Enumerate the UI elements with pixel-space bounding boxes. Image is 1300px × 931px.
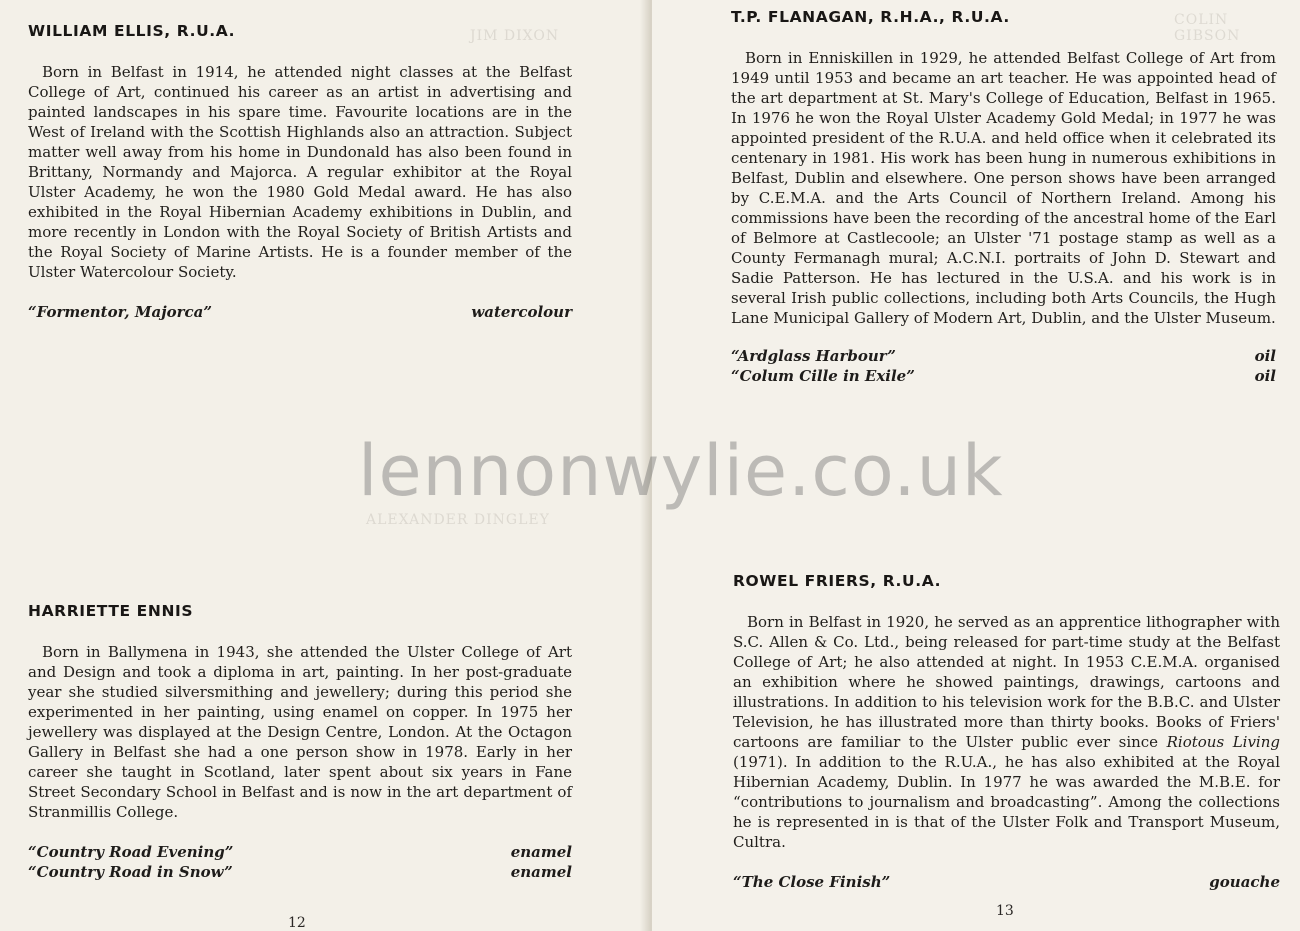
artist-bio: Born in Enniskillen in 1929, he attended Belfast College of Art from 1949 until 1953 and became an art teacher. He was appointed head of the art department at St. Mary's College of Education, Belfast in 1965. In 1976 he won the Royal Ulster Academy Gold Medal; in 1977 he was appointed president of the R.U.A. and held office when it celebrated its centenary in 1981. His work has been hung in numerous exhibitions in Belfast, Dublin and elsewhere. One person shows have been arranged by C.E.M.A. and the Arts Council of Northern Ireland. Among his commissions have been the recording of the ancestral home of the Earl of Belmore at Castlecoole; an Ulster '71 postage stamp as well as a County Fermanagh mural; A.C.N.I. portraits of John D. Stewart and Sadie Patterson. He has lectured in the U.S.A. and his work is in several Irish public collections, including both Arts Councils, the Hugh Lane Municipal Gallery of Modern Art, Dublin, and the Ulster Museum. (731, 49, 1276, 327)
bio-text: Born in Belfast in 1920, he served as an apprentice lithographer with S.C. Allen & Co. Ltd., being released for part-time study at the Belfast College of Art; he also attended at night. In 1953 C.E.M.A. organised an exhibition where he showed paintings, drawings, cartoons and illustrations. In addition to his television work for the B.B.C. and Ulster Television, he has illustrated more than thirty books. Books of Friers' cartoons are familiar to the Ulster public ever since (733, 613, 1280, 751)
work-item (28, 302, 572, 322)
work-medium: enamel (510, 863, 572, 881)
work-medium: watercolour (471, 303, 572, 321)
work-item (731, 346, 1276, 366)
work-title: “Colum Cille in Exile” (731, 367, 915, 385)
artist-entry-william-ellis (28, 22, 572, 322)
work-title: “Formentor, Majorca” (28, 303, 213, 321)
work-title: “Country Road in Snow” (28, 863, 233, 881)
work-item (28, 862, 572, 882)
artist-entry-harriette-ennis (28, 602, 572, 882)
work-title: “Ardglass Harbour” (731, 347, 896, 365)
page-number: 13 (996, 903, 1014, 919)
works-list (733, 872, 1280, 892)
artist-bio: Born in Belfast in 1914, he attended night classes at the Belfast College of Art, continued his career as an artist in advertising and painted landscapes in his spare time. Favourite locations are in the West of Ireland with the Scottish Highlands also an attraction. Subject matter well away from his home in Dundonald has also been found in Brittany, Normandy and Majorca. A regular exhibitor at the Royal Ulster Academy, he won the 1980 Gold Medal award. He has also exhibited in the Royal Hibernian Academy exhibitions in Dublin, and more recently in London with the Royal Society of British Artists and the Royal Society of Marine Artists. He is a founder member of the Ulster Watercolour Society. (28, 63, 572, 281)
work-medium: enamel (510, 843, 572, 861)
work-medium: gouache (1209, 873, 1280, 891)
work-item (731, 366, 1276, 386)
show-through-text: COLIN GIBSON (1174, 12, 1241, 44)
work-medium: oil (1254, 347, 1276, 365)
works-list (28, 842, 572, 882)
page-number: 12 (288, 915, 306, 931)
artist-name: WILLIAM ELLIS, R.U.A. (28, 22, 236, 40)
show-through-text: ALEXANDER DINGLEY (366, 512, 550, 528)
artist-name: HARRIETTE ENNIS (28, 602, 194, 620)
work-title: “The Close Finish” (733, 873, 891, 891)
artist-name: ROWEL FRIERS, R.U.A. (733, 572, 942, 590)
bio-text: (1971). In addition to the R.U.A., he has also exhibited at the Royal Hibernian Academy, Dublin. In 1977 he was awarded the M.B.E. for “contributions to journalism and broadcasting”. Among the collections he is represented in is that of the Ulster Folk and Transport Museum, Cultra. (733, 753, 1280, 851)
work-title: “Country Road Evening” (28, 843, 234, 861)
work-medium: oil (1254, 367, 1276, 385)
works-list (28, 302, 572, 322)
work-item (733, 872, 1280, 892)
artist-bio: Born in Ballymena in 1943, she attended the Ulster College of Art and Design and took a diploma in art, painting. In her post-graduate year she studied silversmithing and jewellery; during this period she experimented in her painting, using enamel on copper. In 1975 her jewellery was displayed at the Design Centre, London. At the Octagon Gallery in Belfast she had a one person show in 1978. Early in her career she taught in Scotland, later spent about six years in Fane Street Secondary School in Belfast and is now in the art department of Stranmillis College. (28, 643, 572, 821)
work-item (28, 842, 572, 862)
works-list (731, 346, 1276, 386)
book-title: Riotous Living (1166, 733, 1280, 751)
artist-name: T.P. FLANAGAN, R.H.A., R.U.A. (731, 8, 1010, 26)
artist-entry-tp-flanagan (731, 8, 1276, 386)
artist-entry-rowel-friers (733, 572, 1280, 892)
artist-bio (733, 612, 1280, 852)
show-through-text: JIM DIXON (470, 28, 560, 44)
watermark: lennonwylie.co.uk (358, 430, 1004, 512)
